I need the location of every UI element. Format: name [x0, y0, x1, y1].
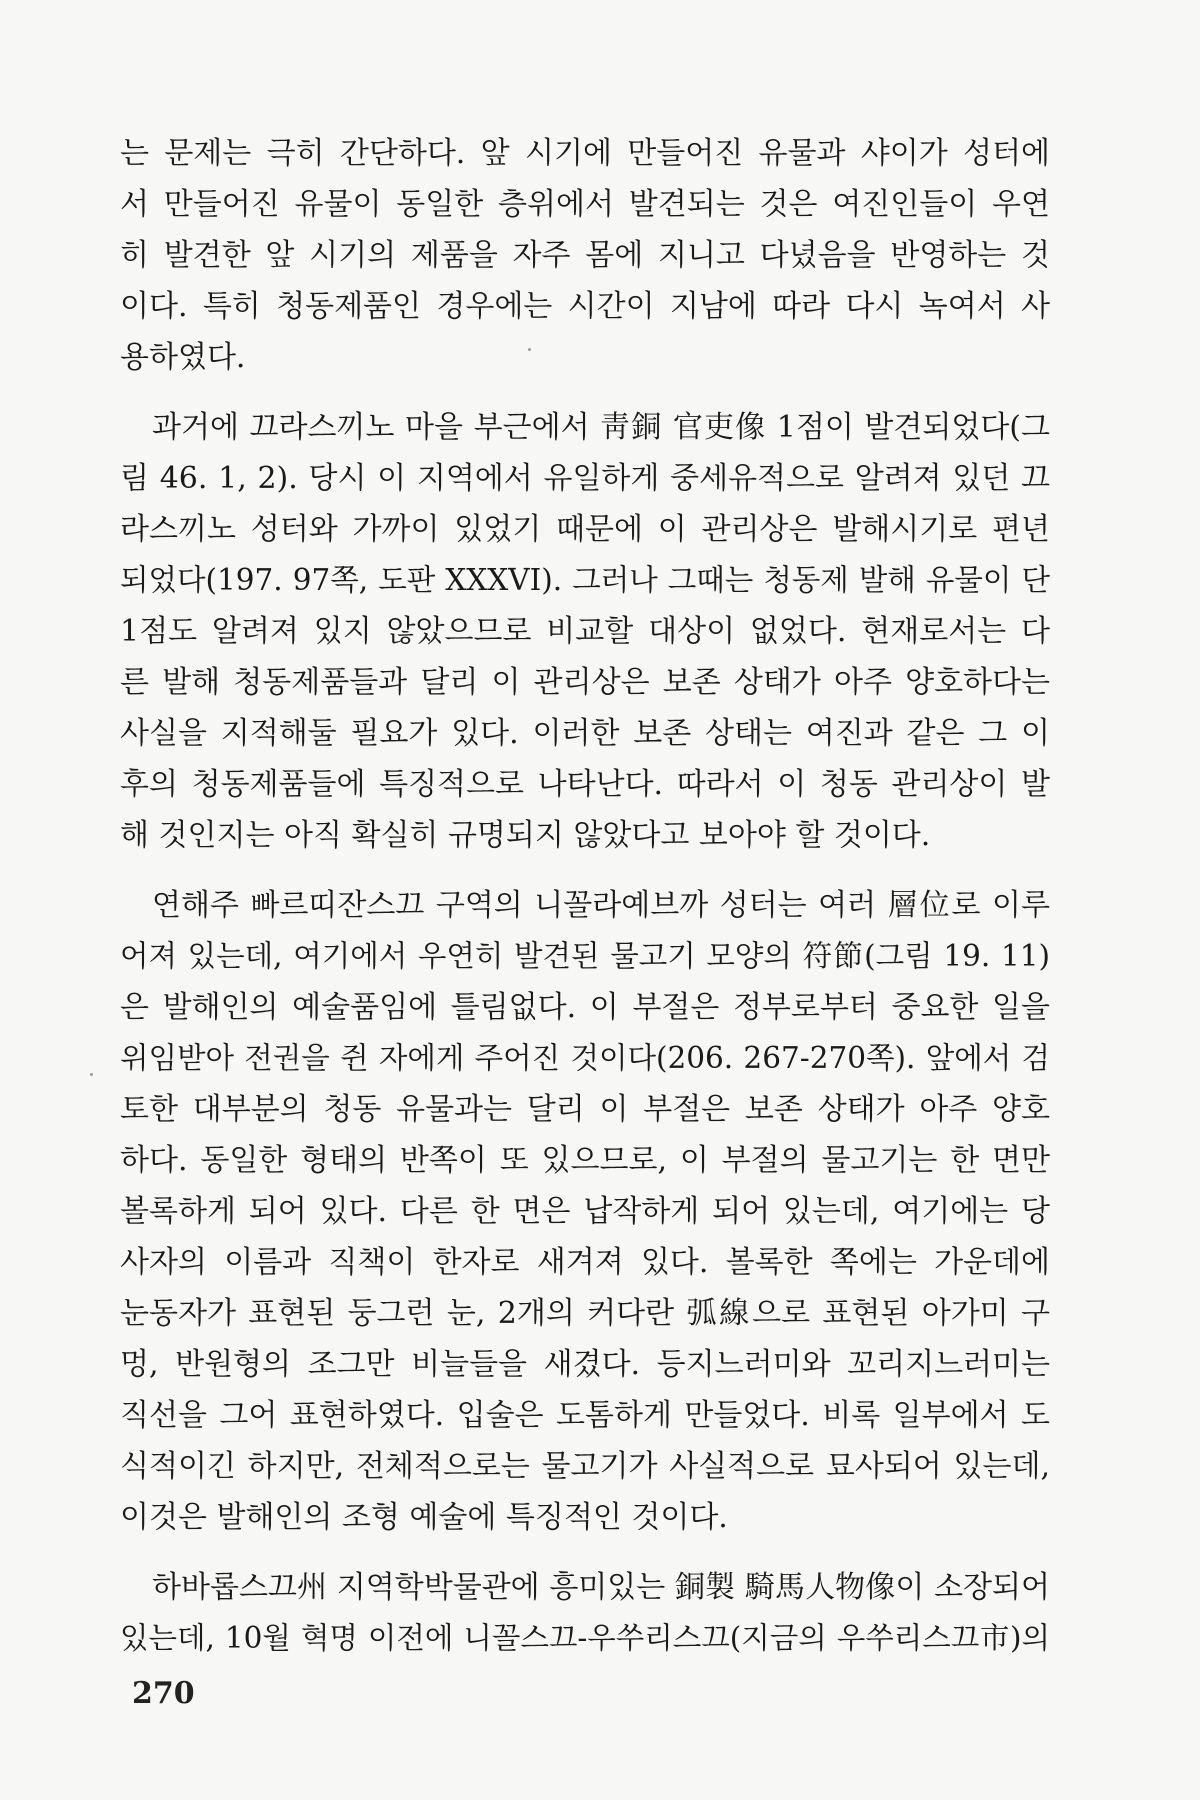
scan-speck — [528, 348, 531, 351]
text-line: 이다. 특히 청동제품인 경우에는 시간이 지남에 따라 다시 녹여서 사 — [120, 289, 1050, 324]
text-line: 는 문제는 극히 간단하다. 앞 시기에 만들어진 유물과 샤이가 성터에 — [120, 136, 1050, 171]
text-line: 멍, 반원형의 조그만 비늘들을 새겼다. 등지느러미와 꼬리지느러미는 — [120, 1347, 1050, 1382]
text-line: 과거에 끄라스끼노 마을 부근에서 靑銅 官吏像 1점이 발견되었다(그 — [152, 410, 1050, 445]
text-line: 토한 대부분의 청동 유물과는 달리 이 부절은 보존 상태가 아주 양호 — [120, 1092, 1050, 1127]
text-line: 어져 있는데, 여기에서 우연히 발견된 물고기 모양의 符節(그림 19. 11) — [120, 939, 1050, 973]
page-number: 270 — [132, 1676, 195, 1711]
text-line: 식적이긴 하지만, 전체적으로는 물고기가 사실적으로 묘사되어 있는데, — [120, 1449, 1050, 1484]
text-line: 사자의 이름과 직책이 한자로 새겨져 있다. 볼록한 쪽에는 가운데에 — [120, 1245, 1050, 1280]
text-line: 하다. 동일한 형태의 반쪽이 또 있으므로, 이 부절의 물고기는 한 면만 — [120, 1143, 1050, 1178]
text-line: 사실을 지적해둘 필요가 있다. 이러한 보존 상태는 여진과 같은 그 이 — [120, 716, 1050, 751]
text-line: 후의 청동제품들에 특징적으로 나타난다. 따라서 이 청동 관리상이 발 — [120, 767, 1050, 802]
text-line: 해 것인지는 아직 확실히 규명되지 않았다고 보아야 할 것이다. — [120, 818, 931, 853]
text-line: 서 만들어진 유물이 동일한 층위에서 발견되는 것은 여진인들이 우연 — [120, 187, 1050, 222]
text-line: 용하였다. — [120, 340, 246, 375]
text-line: 직선을 그어 표현하였다. 입술은 도톰하게 만들었다. 비록 일부에서 도 — [120, 1398, 1050, 1433]
text-line: 되었다(197. 97쪽, 도판 XXXVI). 그러나 그때는 청동제 발해 유물이 단 — [120, 563, 1050, 597]
text-line: 른 발해 청동제품들과 달리 이 관리상은 보존 상태가 아주 양호하다는 — [120, 665, 1050, 700]
text-line: 있는데, 10월 혁명 이전에 니꼴스끄-우쑤리스끄(지금의 우쑤리스끄市)의 — [120, 1621, 1050, 1655]
scan-speck — [90, 1073, 93, 1076]
text-line: 은 발해인의 예술품임에 틀림없다. 이 부절은 정부로부터 중요한 일을 — [120, 990, 1050, 1025]
text-line: 연해주 빠르띠잔스끄 구역의 니꼴라예브까 성터는 여러 層位로 이루 — [152, 888, 1050, 923]
text-line: 라스끼노 성터와 가까이 있었기 때문에 이 관리상은 발해시기로 편년 — [120, 512, 1050, 547]
text-line: 히 발견한 앞 시기의 제품을 자주 몸에 지니고 다녔음을 반영하는 것 — [120, 238, 1050, 273]
text-line: 이것은 발해인의 조형 예술에 특징적인 것이다. — [120, 1500, 728, 1535]
text-line: 볼록하게 되어 있다. 다른 한 면은 납작하게 되어 있는데, 여기에는 당 — [120, 1194, 1050, 1229]
text-line: 눈동자가 표현된 둥그런 눈, 2개의 커다란 弧線으로 표현된 아가미 구 — [120, 1296, 1050, 1331]
text-line: 위임받아 전권을 쥔 자에게 주어진 것이다(206. 267-270쪽). 앞에서 검 — [120, 1041, 1050, 1075]
text-line: 하바롭스끄州 지역학박물관에 흥미있는 銅製 騎馬人物像이 소장되어 — [152, 1570, 1050, 1605]
text-line: 1점도 알려져 있지 않았으므로 비교할 대상이 없었다. 현재로서는 다 — [120, 614, 1050, 649]
body-text — [120, 128, 1050, 1664]
text-line: 림 46. 1, 2). 당시 이 지역에서 유일하게 중세유적으로 알려져 있던 끄 — [120, 461, 1050, 496]
